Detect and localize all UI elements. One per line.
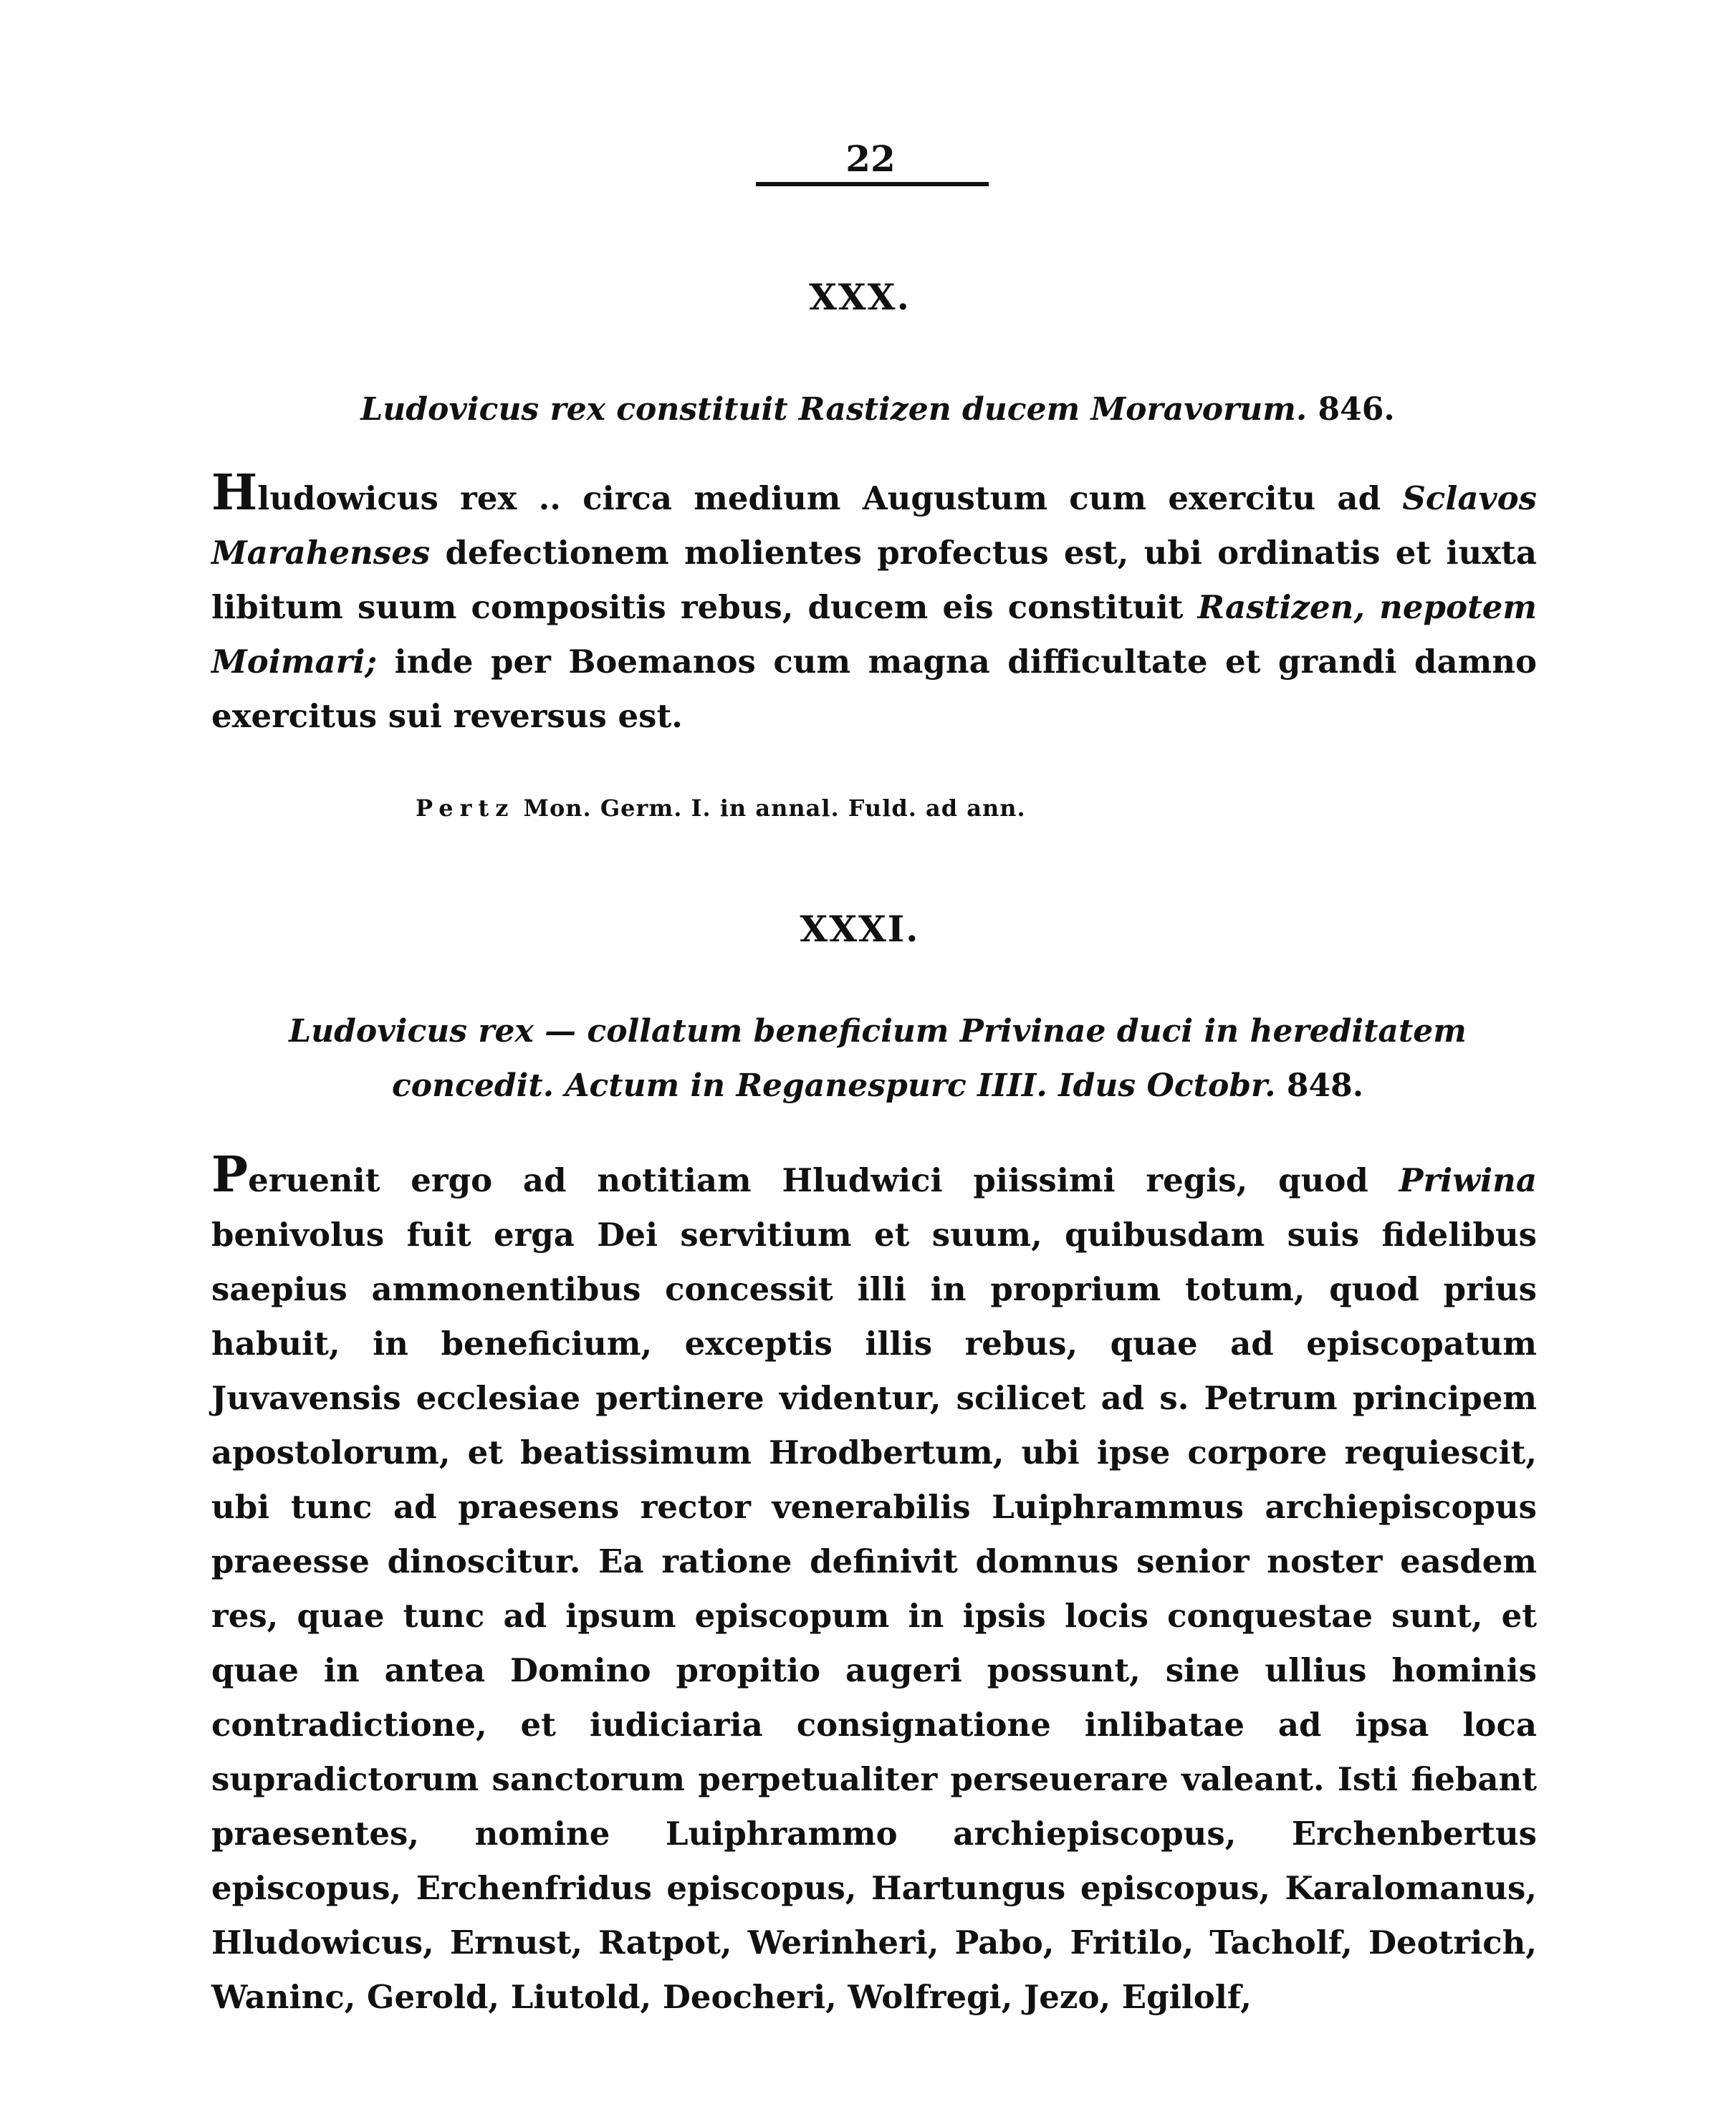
body-italic-segment: Priwina — [1399, 1161, 1537, 1199]
body-segment: defectionem molientes profectus est, ubi ordinatis et iuxta libitum suum compositis rebus, ducem eis constituit — [211, 534, 1537, 626]
citation-xxx — [416, 787, 1419, 830]
section-body-xxx — [211, 464, 1537, 744]
page-number-rule — [756, 182, 989, 186]
body-segment: ludowicus rex .. circa medium Augustum cum exercitu ad — [257, 479, 1403, 517]
heading-year: 846. — [1318, 391, 1395, 428]
initial-letter: H — [211, 464, 258, 522]
heading-text: Ludovicus rex — collatum beneficium Privinae duci in hereditatem concedit. Actum in Reganespurc IIII. Idus Octobr. — [289, 1013, 1467, 1104]
section-body-xxxi — [211, 1146, 1537, 2025]
body-italic-segment: Rastizen, nepotem Moimari; — [211, 588, 1537, 681]
initial-letter: P — [211, 1146, 249, 1204]
citation-author: Pertz — [416, 794, 515, 822]
section-numeral-xxx: XXX. — [809, 276, 911, 318]
heading-year: 848. — [1286, 1067, 1364, 1104]
section-heading-xxxi — [208, 1004, 1548, 1113]
body-segment: inde per Boemanos cum magna difficultate et grandi damno exercitus sui reversus est. — [211, 643, 1537, 735]
section-numeral-xxxi: XXXI. — [800, 908, 920, 950]
body-italic-segment: Sclavos Marahenses — [211, 479, 1537, 572]
heading-text: Ludovicus rex constituit Rastizen ducem Moravorum. — [360, 391, 1308, 428]
body-segment: eruenit ergo ad notitiam Hludwici piissimi regis, quod — [248, 1161, 1399, 1199]
section-heading-xxx — [208, 383, 1548, 437]
body-segment: benivolus fuit erga Dei servitium et suum, quibusdam suis fidelibus saepius ammonentibus concessit illi in proprium totum, quod prius habuit, in beneficium, exceptis illis rebus, quae ad episcopatum Juvavensis ecclesiae pertinere videntur, scilicet ad s. Petrum principem apostolorum, et beatissimum Hrodbertum, ubi ipse corpore requiescit, ubi tunc ad praesens rector venerabilis Luiphrammus archiepiscopus praeesse dinoscitur. Ea ratione definivit domnus senior noster easdem res, quae tunc ad ipsum episcopum in ipsis locis conquestae sunt, et quae in antea Domino propitio augeri possunt, sine ullius hominis contradictione, et iudiciaria consignatione inlibatae ad ipsa loca supradictorum sanctorum perpetualiter perseuerare valeant. Isti fiebant praesentes, nomine Luiphrammo archiepiscopus, Erchenbertus episcopus, Erchenfridus episcopus, Hartungus episcopus, Karalomanus, Hludowicus, Ernust, Ratpot, Werinheri, Pabo, Fritilo, Tacholf, Deotrich, Waninc, Gerold, Liutold, Deocheri, Wolfregi, Jezo, Egilolf, — [211, 1216, 1537, 2016]
citation-text: Mon. Germ. I. in annal. Fuld. ad ann. — [523, 794, 1026, 822]
page-number: 22 — [845, 138, 896, 180]
